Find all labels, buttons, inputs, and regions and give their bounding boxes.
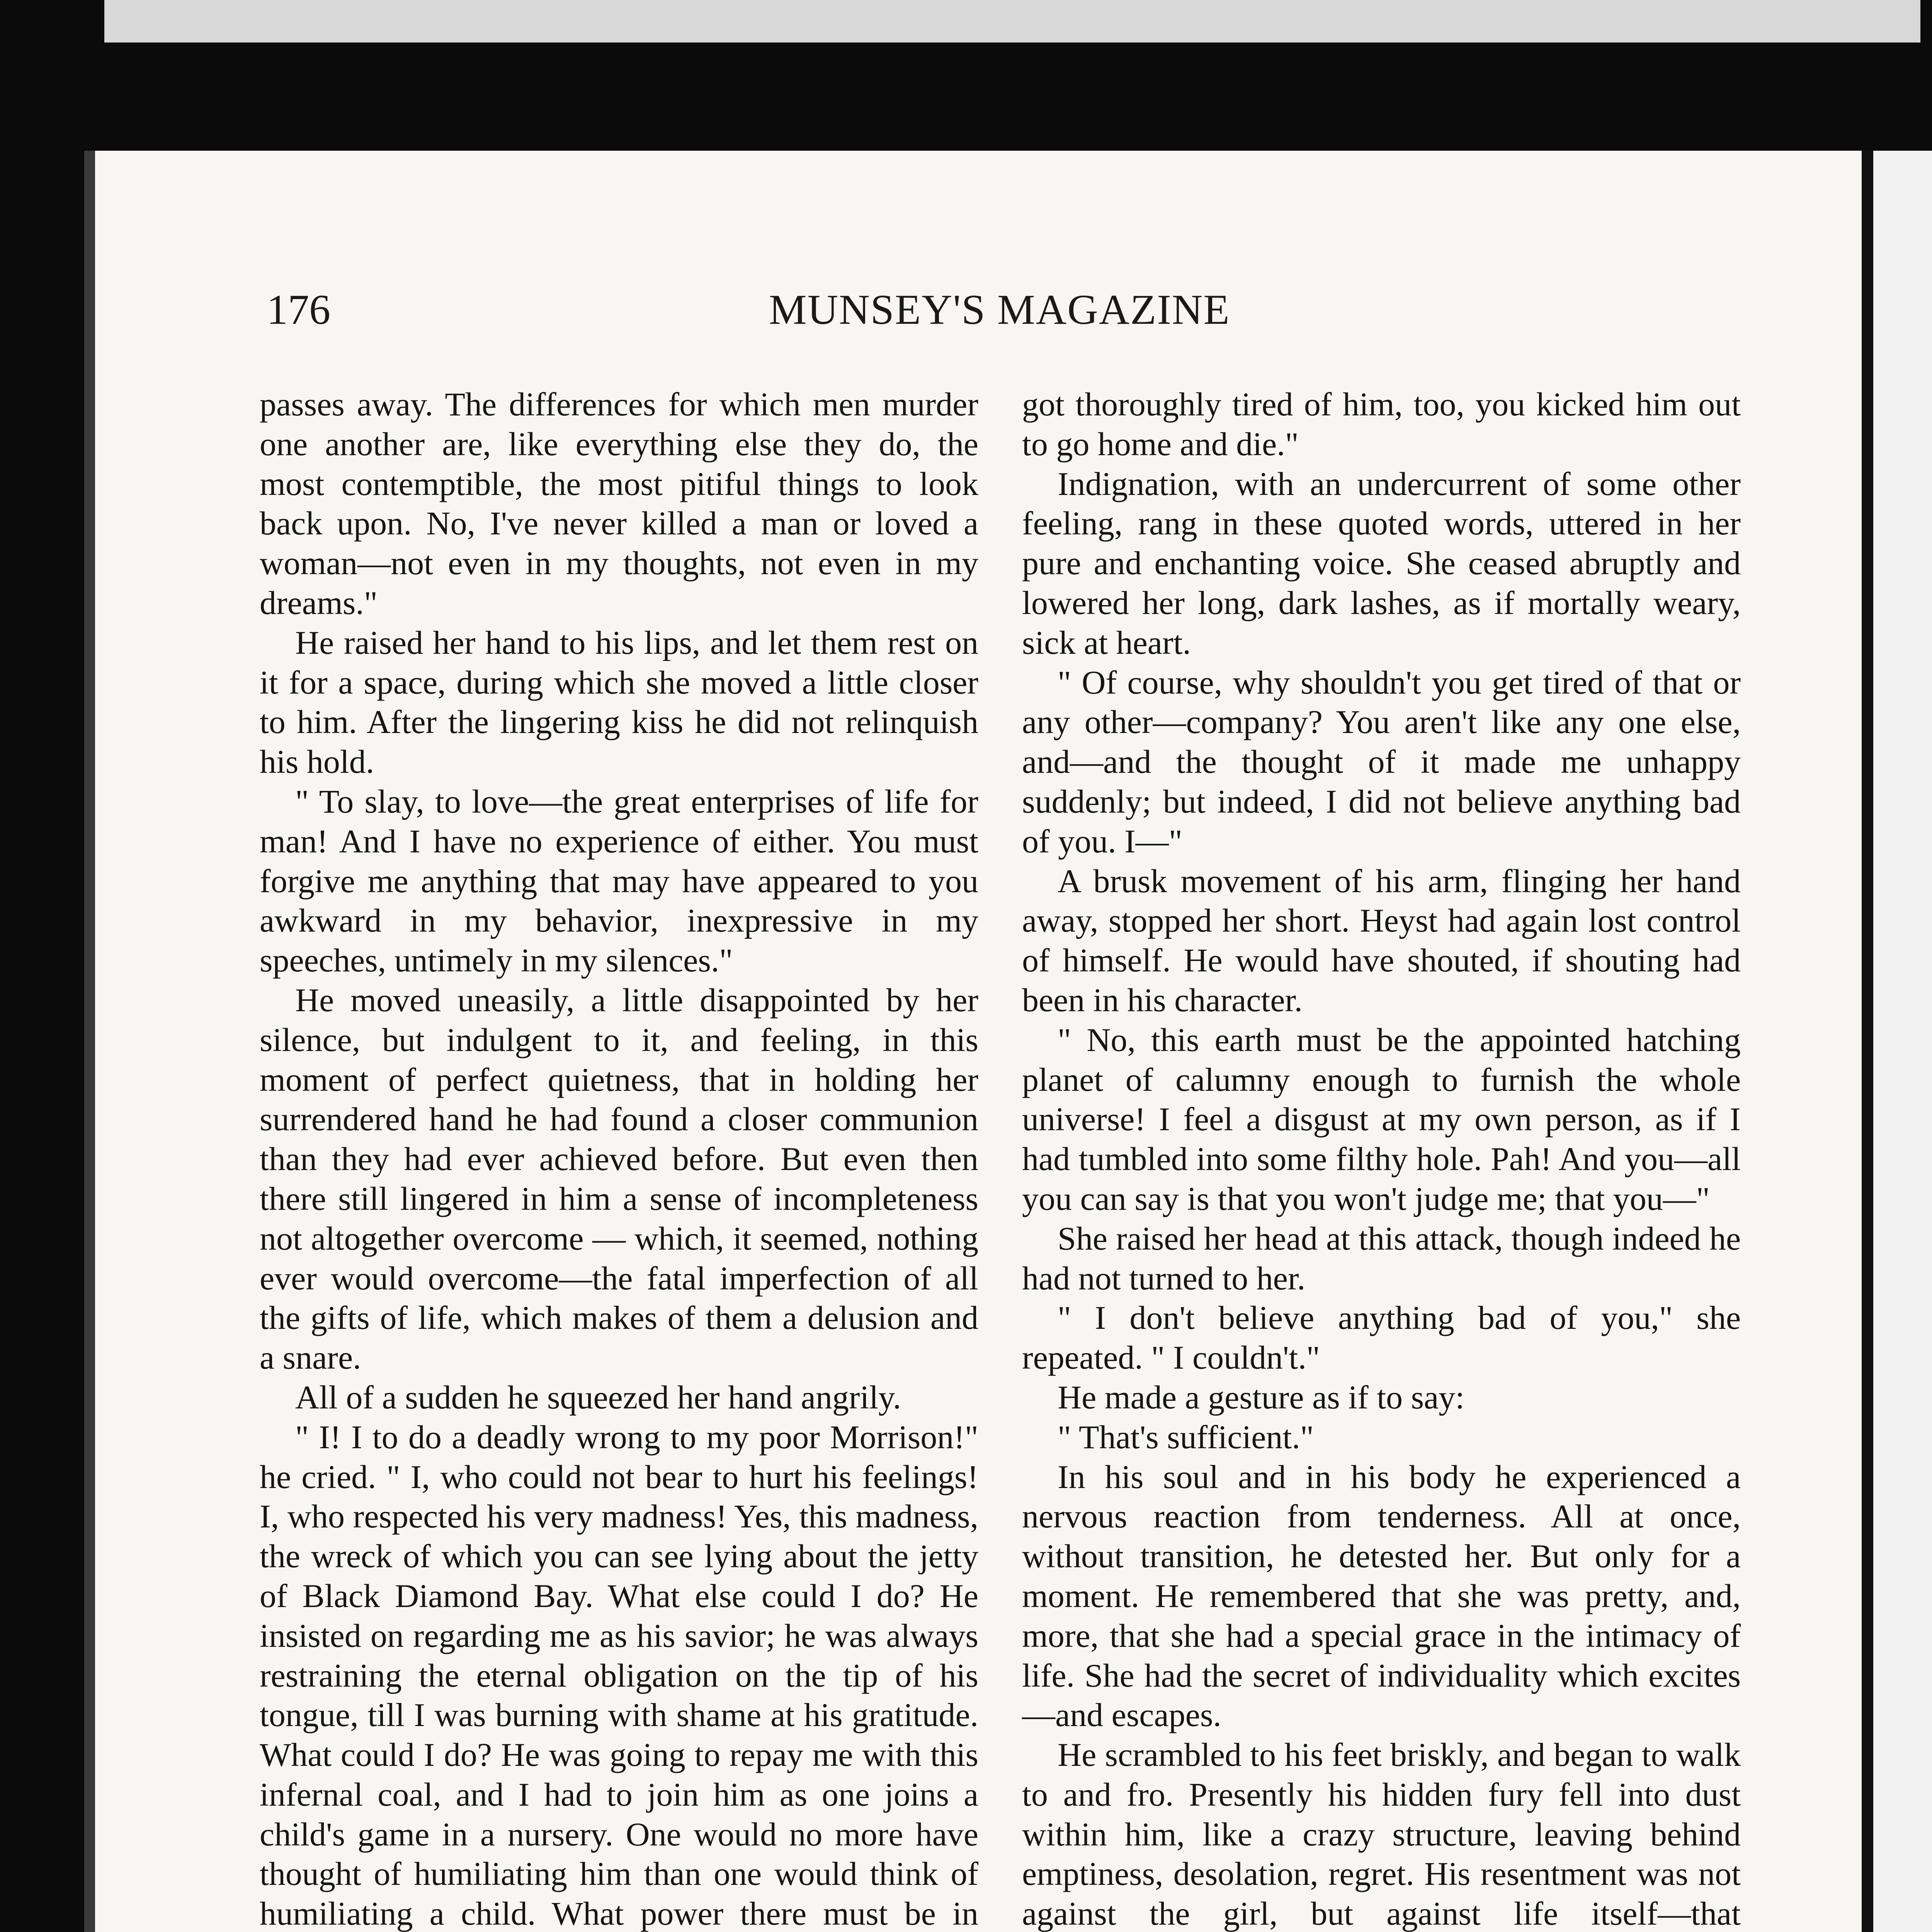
paragraph: Indignation, with an undercurrent of some other feeling, rang in these quoted words, uttered in her pure and enchanting voice. She ceased abruptly and lowered her long, dark lashes, as if mortally weary, sick at heart. <box>1022 465 1741 661</box>
paragraph: He moved uneasily, a little disappointed by her silence, but indulgent to it, and feeling, in this moment of perfect quietness, that in holding her surrendered hand he had found a closer communion than they had ever achieved before. But even then there still lingered in him a sense of incompleteness not altogether overcome — which, it seemed, nothing ever would overcome—the fatal imperfection of all the gifts of life, which makes of them a delusion and a snare. <box>260 981 978 1376</box>
page-header <box>267 285 1735 339</box>
scan-top-strip <box>104 0 1920 43</box>
paragraph: passes away. The differences for which men murder one another are, like everything else they do, the most contemptible, the most pitiful things to look back upon. No, I've never killed a man or loved a woman—not even in my thoughts, not even in my dreams." <box>260 386 978 621</box>
paragraph: " I! I to do a deadly wrong to my poor Morrison!" he cried. " I, who could not bear to hurt his feelings! I, who respected his very madness! Yes, this madness, the wreck of which you can see lying about the jetty of Black Diamond Bay. What else could I do? He insisted on regarding me as his savior; he was always restraining the eternal obligation on the tip of his tongue, till I was burning with shame at his gratitude. What could I do? He was going to repay me with this infernal coal, and I had to join him as one joins a child's game in a nursery. One would no more have thought of humiliating him than one would think of humiliating a child. What power there must be in <box>260 1418 978 1932</box>
page-spine <box>1862 151 1932 1932</box>
spine-edge <box>1862 151 1873 1932</box>
paragraph: A brusk movement of his arm, flinging her hand away, stopped her short. Heyst had again lost control of himself. He would have shouted, if shouting had been in his character. <box>1022 862 1741 1019</box>
paragraph: " That's sufficient." <box>1058 1418 1314 1456</box>
left-column <box>260 384 978 1932</box>
paragraph: All of a sudden he squeezed her hand angrily. <box>295 1378 901 1416</box>
page-number: 176 <box>267 286 330 333</box>
paragraph: " I don't believe anything bad of you," she repeated. " I couldn't." <box>1022 1299 1741 1376</box>
paragraph: He made a gesture as if to say: <box>1058 1378 1465 1416</box>
paragraph: In his soul and in his body he experienced a nervous reaction from tenderness. All at once, without transition, he detested her. But only for a moment. He remembered that she was pretty, and, more, that she had a special grace in the intimacy of life. She had the secret of individuality which excites—and escapes. <box>1022 1458 1741 1734</box>
paragraph: " No, this earth must be the appointed hatching planet of calumny enough to furnish the whole universe! I feel a disgust at my own person, as if I had tumbled into some filthy hole. Pah! And you—all you can say is that you won't judge me; that you—" <box>1022 1021 1741 1217</box>
paragraph: " Of course, why shouldn't you get tired of that or any other—company? You aren't like any one else, and—and the thought of it made me unhappy suddenly; but indeed, I did not believe anything bad of you. I—" <box>1022 663 1741 860</box>
paragraph: got thoroughly tired of him, too, you kicked him out to go home and die." <box>1022 386 1741 463</box>
paragraph: He raised her hand to his lips, and let them rest on it for a space, during which she moved a little closer to him. After the lingering kiss he did not relinquish his hold. <box>260 624 978 781</box>
scan-top-border <box>0 0 1932 151</box>
paragraph: " To slay, to love—the great enterprises of life for man! And I have no experience of either. You must forgive me anything that may have appeared to you awkward in my behavior, inexpressive in my speeches, untimely in my silences." <box>260 782 978 979</box>
right-column <box>1022 384 1741 1932</box>
paragraph: He scrambled to his feet briskly, and began to walk to and fro. Presently his hidden fury fell into dust within him, like a crazy structure, leaving behind emptiness, desolation, regret. His resentment was not against the girl, but against life itself—that <box>1022 1736 1741 1932</box>
paragraph: She raised her head at this attack, though indeed he had not turned to her. <box>1022 1219 1741 1297</box>
running-title: MUNSEY'S MAGAZINE <box>769 286 1230 333</box>
